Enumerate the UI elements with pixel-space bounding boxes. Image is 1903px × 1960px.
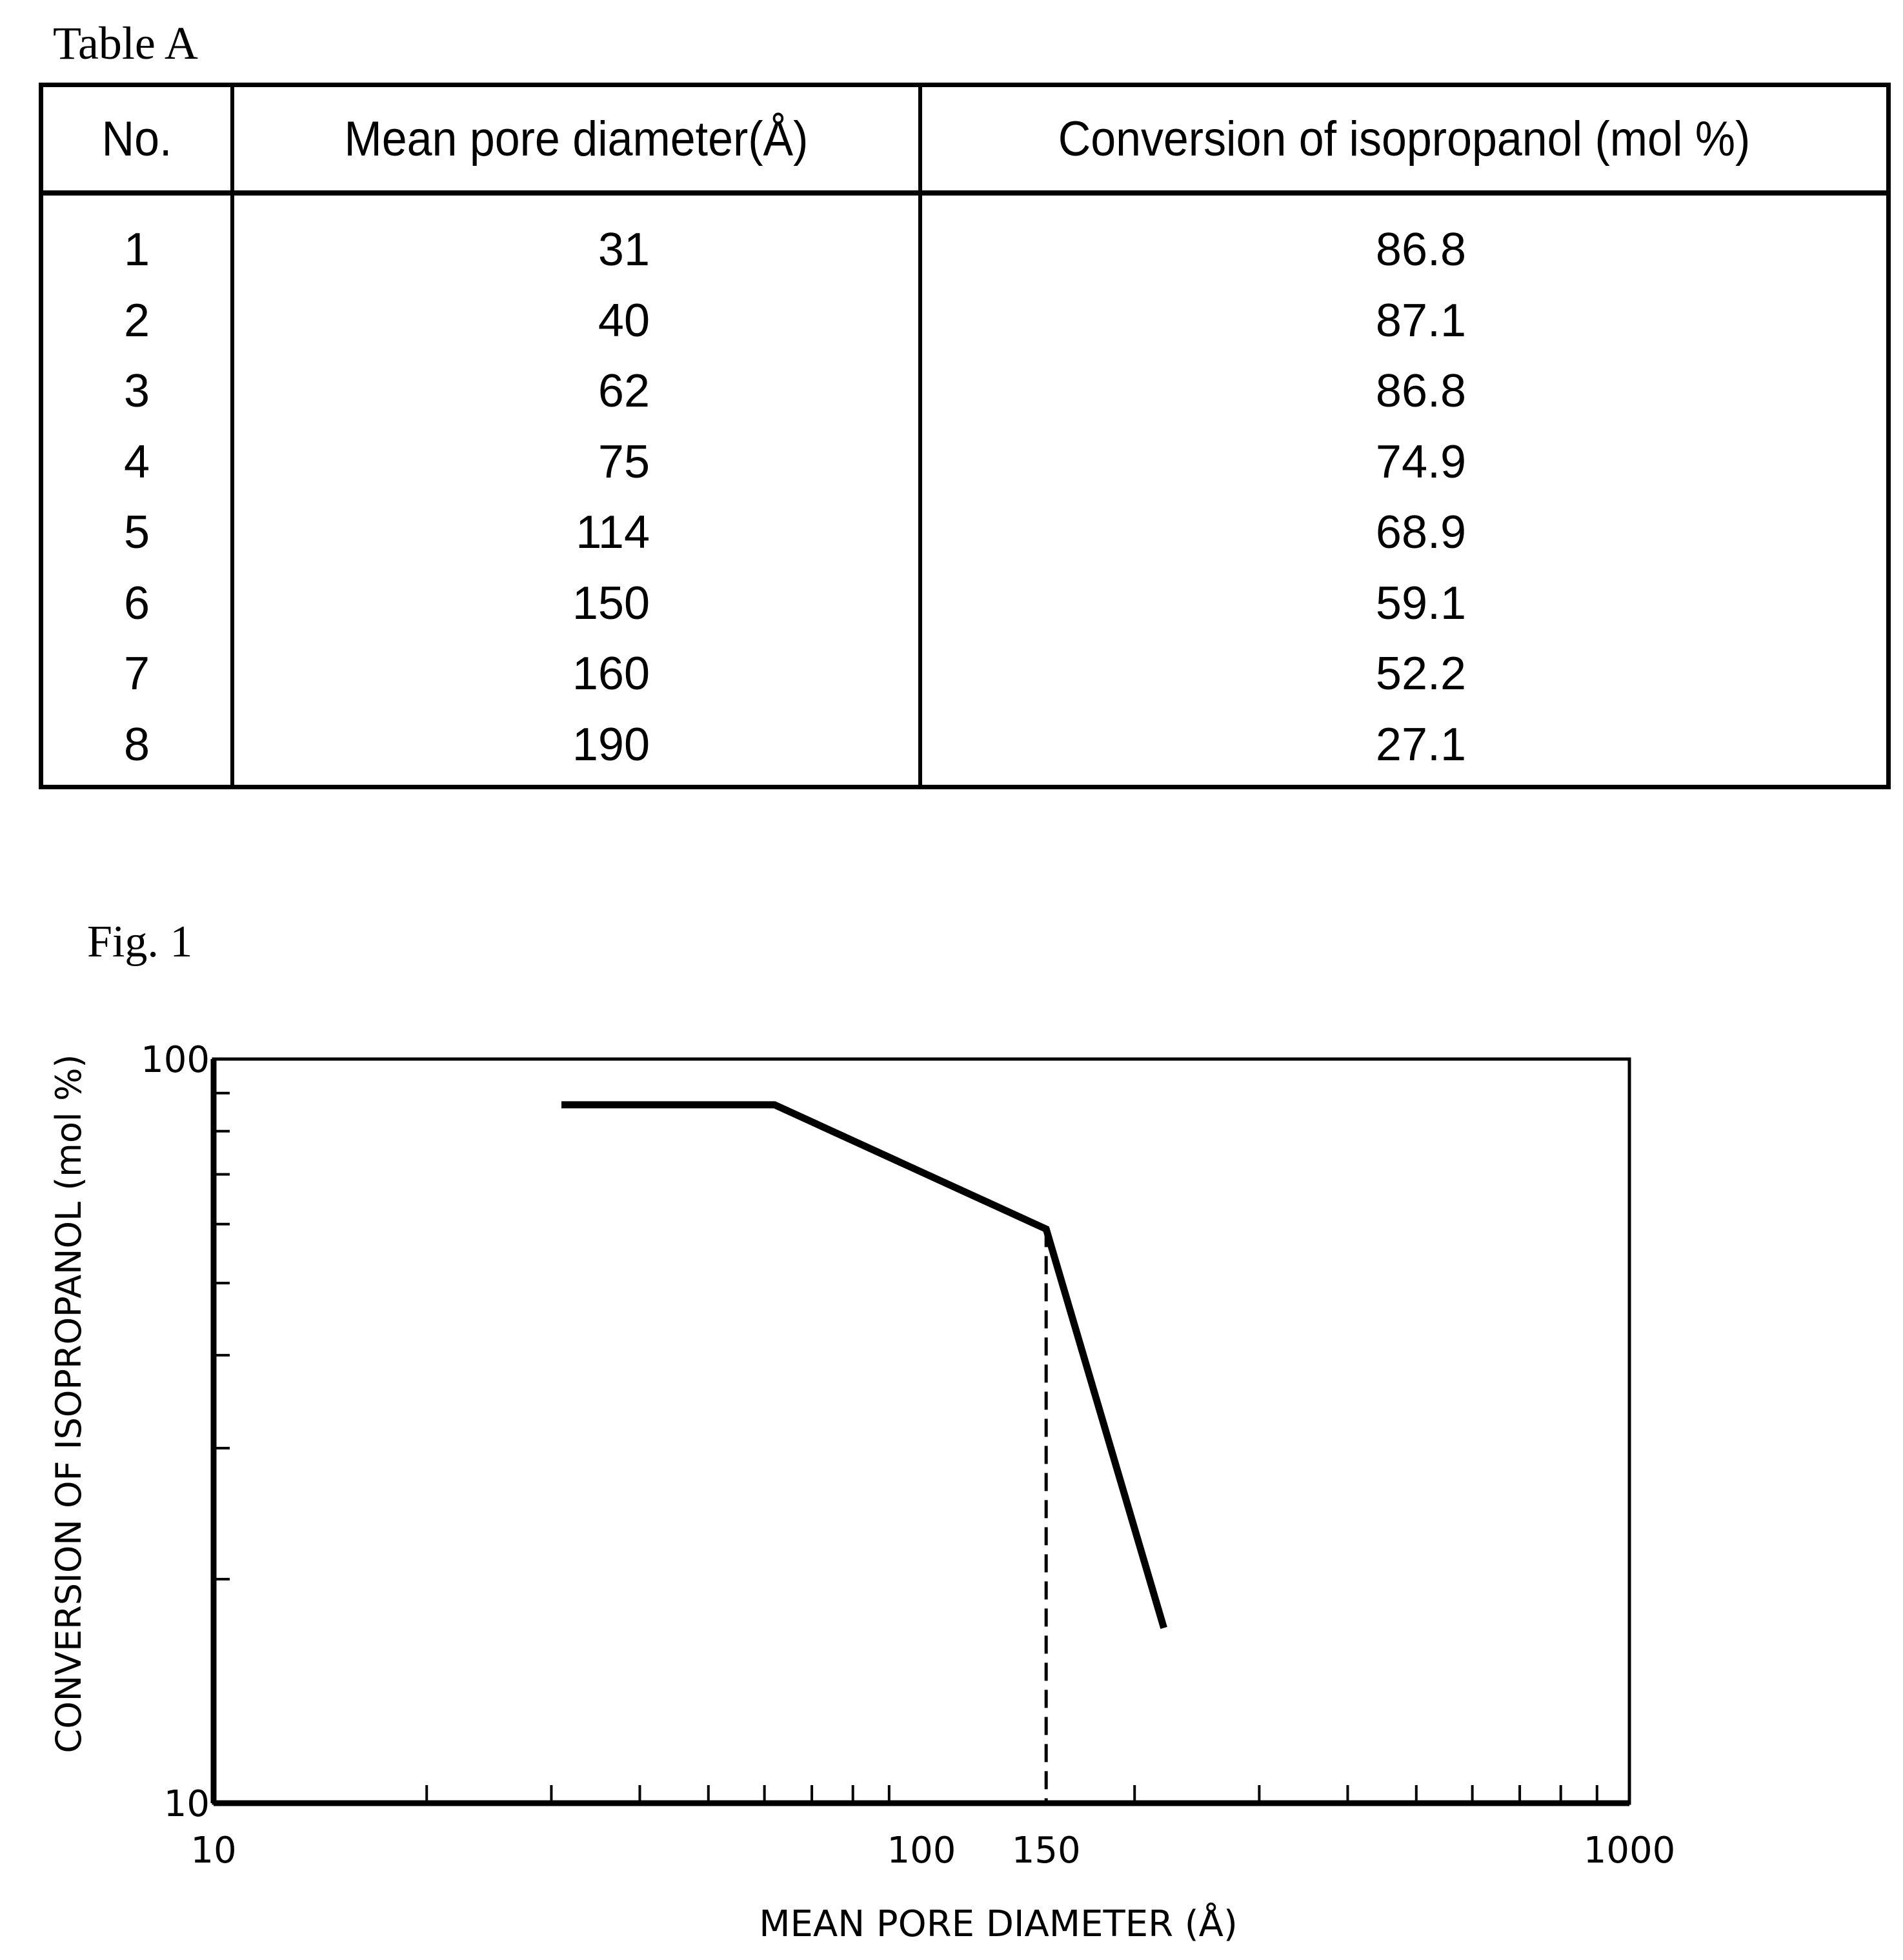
series-line (561, 1105, 1164, 1628)
table-title: Table A (53, 17, 198, 69)
cell-diameter: 150 (572, 577, 650, 629)
x-tick-label: 1000 (1583, 1830, 1676, 1872)
x-tick-label: 100 (887, 1830, 956, 1872)
cell-diameter: 190 (572, 718, 650, 771)
cell-no: 2 (123, 294, 150, 347)
cell-conversion: 74.9 (1375, 436, 1467, 488)
cell-diameter: 75 (598, 436, 650, 488)
figure-title: Fig. 1 (87, 917, 193, 967)
cell-conversion: 52.2 (1375, 648, 1467, 700)
header-diameter: Mean pore diameter(Å) (344, 111, 809, 167)
cell-diameter: 40 (598, 294, 650, 347)
x-axis-label: MEAN PORE DIAMETER (Å) (759, 1903, 1238, 1945)
y-axis-label: CONVERSION OF ISOPROPANOL (mol %) (48, 1054, 89, 1753)
cell-conversion: 59.1 (1375, 577, 1467, 629)
cell-conversion: 87.1 (1375, 294, 1467, 347)
cell-no: 7 (123, 648, 150, 700)
cell-no: 3 (123, 365, 150, 417)
cell-no: 5 (123, 507, 150, 558)
cell-no: 1 (123, 224, 150, 276)
header-no: No. (101, 111, 172, 167)
conversion-curve (561, 1105, 1164, 1628)
cell-diameter: 114 (576, 507, 650, 558)
cell-conversion: 86.8 (1375, 224, 1467, 276)
cell-conversion: 27.1 (1375, 718, 1467, 771)
cell-conversion: 86.8 (1375, 365, 1467, 417)
cell-no: 8 (123, 718, 150, 771)
x-tick-label: 150 (1011, 1830, 1081, 1872)
cell-conversion: 68.9 (1375, 507, 1467, 558)
x-tick-label: 10 (190, 1830, 237, 1872)
cell-no: 6 (123, 577, 150, 629)
header-conversion: Conversion of isopropanol (mol %) (1058, 111, 1751, 167)
y-tick-label: 10 (163, 1783, 210, 1825)
cell-diameter: 62 (598, 365, 650, 417)
cell-diameter: 31 (598, 224, 650, 276)
axis-ticks (214, 1093, 1597, 1803)
cell-no: 4 (123, 436, 150, 488)
y-tick-label: 100 (141, 1039, 210, 1081)
cell-diameter: 160 (572, 648, 650, 700)
